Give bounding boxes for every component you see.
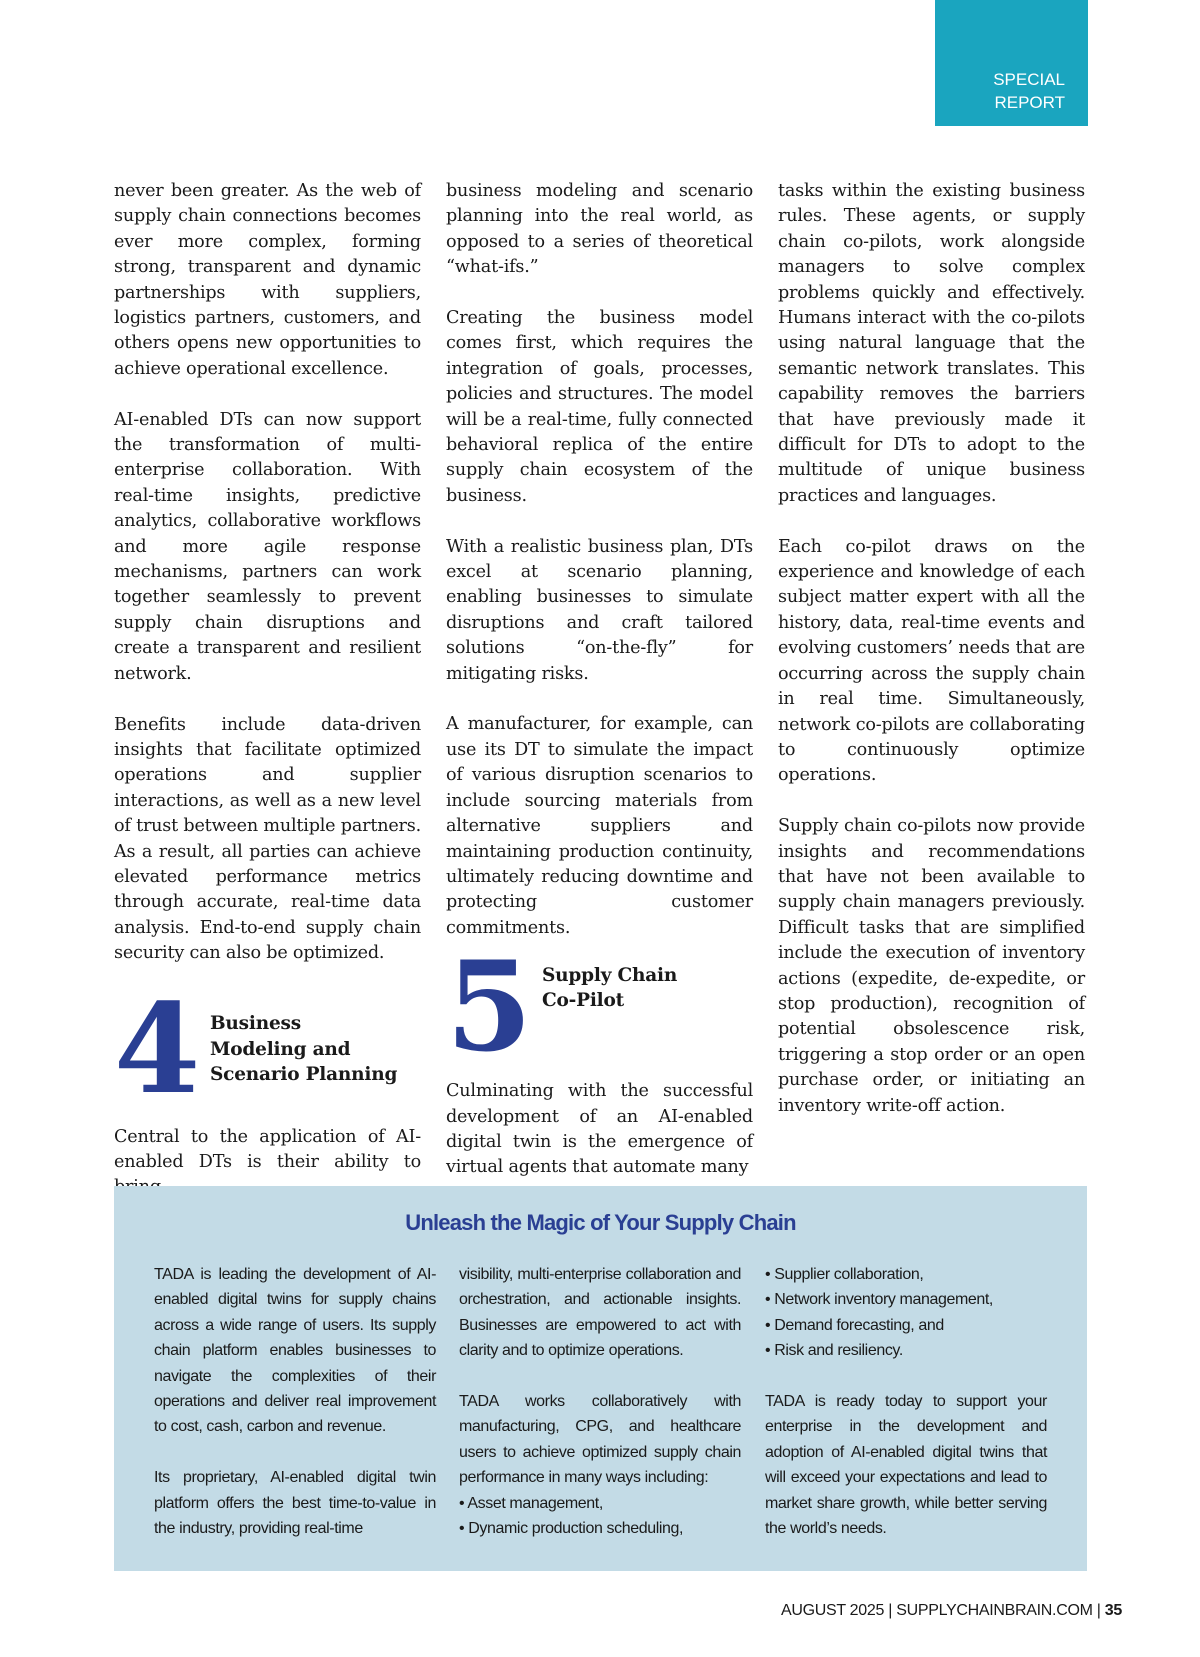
- section-4-heading: [114, 976, 421, 1122]
- section-title: Supply Chain Co-Pilot: [542, 964, 678, 1012]
- list-item: • Network inventory management,: [765, 1287, 1047, 1312]
- sidebar-column-2: [459, 1262, 741, 1567]
- special-report-tab: [935, 0, 1088, 126]
- paragraph: TADA works collaboratively with manufacturing, CPG, and healthcare users to achieve optimized supply chain performance in many ways including:: [459, 1393, 741, 1487]
- paragraph: Creating the business model comes first, which requires the integration of goals, processes, policies and structures. The model will be a real-time, fully connected behavioral replica of the entire supply chain ecosystem of the business.: [446, 308, 753, 506]
- paragraph: Supply chain co-pilots now provide insights and recommendations that have not been available to supply chain managers previously. Difficult tasks that are simplified include the execution of inventory actions (expedite, de-expedite, or stop production), recognition of potential obsolescence risk, triggering a stop order or an open purchase order, or initiating an inventory write-off action.: [778, 816, 1085, 1116]
- list-item: • Dynamic production scheduling,: [459, 1516, 741, 1541]
- list-item: • Supplier collaboration,: [765, 1262, 1047, 1287]
- section-title: Business Modeling and Scenario Planning: [210, 1013, 398, 1086]
- paragraph: AI-enabled DTs can now support the transformation of multi-enterprise collaboration. With real-time insights, predictive analytics, collaborative workflows and more agile response mechanisms, partners can work together seamlessly to prevent supply chain disruptions and create a transparent and resilient network.: [114, 409, 421, 684]
- list-item: • Risk and resiliency.: [765, 1338, 1047, 1363]
- article-column-1: [114, 179, 421, 1226]
- footer-issue: AUGUST 2025 | SUPPLYCHAINBRAIN.COM |: [780, 1602, 1101, 1619]
- paragraph: With a realistic business plan, DTs excel at scenario planning, enabling businesses to simulate disruptions and craft tailored solutions “on-the-fly” for mitigating risks.: [446, 536, 753, 684]
- sidebar-column-1: [154, 1262, 436, 1567]
- list-item: • Asset management,: [459, 1491, 741, 1516]
- sidebar-column-3: [765, 1262, 1047, 1567]
- sidebar-box-title: Unleash the Magic of Your Supply Chain: [405, 1210, 796, 1235]
- article-column-3: [778, 179, 1085, 1144]
- paragraph: never been greater. As the web of supply chain connections becomes ever more complex, forming strong, transparent and dynamic partnerships with suppliers, logistics partners, customers, and others opens new opportunities to achieve operational excellence.: [114, 181, 421, 379]
- bullet-list: [765, 1262, 1047, 1364]
- bullet-list: [459, 1491, 741, 1542]
- section-5-heading: [446, 935, 753, 1081]
- paragraph: Its proprietary, AI-enabled digital twin platform offers the best time-to-value in the industry, providing real-time: [154, 1469, 436, 1538]
- paragraph: business modeling and scenario planning into the real world, as opposed to a series of theoretical “what-ifs.”: [446, 181, 753, 278]
- paragraph: Central to the application of AI-enabled DTs is their ability to: [114, 1126, 421, 1172]
- tab-line-2: REPORT: [994, 93, 1065, 112]
- sidebar-box: [114, 1186, 1087, 1571]
- tab-line-1: SPECIAL: [993, 70, 1065, 89]
- section-number: 4: [114, 976, 197, 1122]
- page-number: 35: [1104, 1602, 1122, 1619]
- paragraph: Benefits include data-driven insights that facilitate optimized operations and supplier interactions, as well as a new level of trust between multiple partners. As a result, all parties can achieve elevated performance metrics through accurate, real-time data analysis. End-to-end supply chain security can also be optimized.: [114, 714, 421, 964]
- article-column-2: [446, 179, 753, 1206]
- paragraph: A manufacturer, for example, can use its DT to simulate the impact of various disruption scenarios to include sourcing materials from alternative suppliers and maintaining production continuity, ultimately reducing downtime and protecting customer commitments.: [446, 714, 753, 938]
- page-footer: [781, 1602, 1122, 1620]
- paragraph: TADA is ready today to support your enterprise in the development and adoption of AI-enabled digital twins that will exceed your expectations and lead to market share growth, while better serving the world’s needs.: [765, 1393, 1047, 1538]
- paragraph: Each co-pilot draws on the experience and knowledge of each subject matter expert with all the history, data, real-time events and evolving customers’ needs that are occurring across the supply chain in real time. Simultaneously, network co-pilots are collaborating to continuously optimize operations.: [778, 536, 1085, 786]
- paragraph: tasks within the existing business rules. These agents, or supply chain co-pilots, work alongside managers to solve complex problems quickly and effectively. Humans interact with the co-pilots using natural language that the semantic network translates. This capability removes the barriers that have previously made it difficult for DTs to adopt to the multitude of unique business practices and languages.: [778, 181, 1085, 506]
- list-item: • Demand forecasting, and: [765, 1313, 1047, 1338]
- paragraph: Culminating with the successful development of an AI-enabled digital twin is the emergence of virtual agents that automate many: [446, 1081, 753, 1178]
- paragraph: TADA is leading the development of AI-enabled digital twins for supply chains across a wide range of users. Its supply chain platform enables businesses to navigate the complexities of their operations and deliver real improvement to cost, cash, carbon and revenue.: [154, 1266, 436, 1436]
- section-number: 5: [446, 935, 529, 1081]
- paragraph: visibility, multi-enterprise collaboration and orchestration, and actionable insights. Businesses are empowered to act with clarity and to optimize operations.: [459, 1266, 741, 1360]
